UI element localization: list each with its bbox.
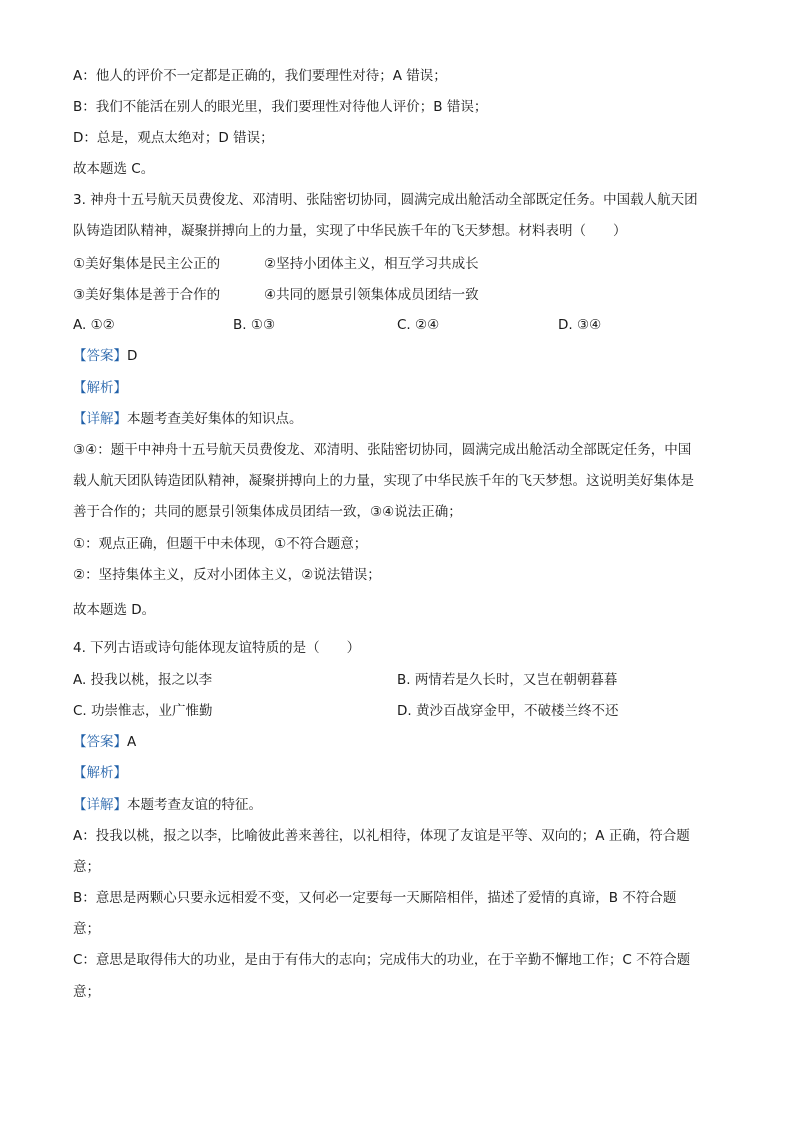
q3-detail-text: 本题考查美好集体的知识点。 (127, 411, 303, 427)
q3-statement-4: ④共同的愿景引领集体成员团结一致 (264, 287, 479, 303)
q3-stem-line-1: 3. 神舟十五号航天员费俊龙、邓清明、张陆密切协同，圆满完成出舱活动全部既定任务。中国载人航天团 (73, 192, 698, 208)
q4-detail-text: 本题考查友谊的特征。 (127, 797, 262, 813)
q2-conclusion: 故本题选 C。 (73, 161, 155, 177)
q3-option-b: B. ①③ (233, 317, 276, 333)
q3-option-a: A. ①② (73, 317, 115, 333)
q3-option-d: D. ③④ (558, 317, 602, 333)
q4-explanation-b-line-2: 意； (73, 921, 100, 937)
q4-answer-label: 【答案】 (73, 734, 127, 750)
q2-option-d-explanation: D：总是，观点太绝对；D 错误； (73, 130, 274, 146)
q4-explanation-c-line-2: 意； (73, 984, 100, 1000)
q4-explanation-b-line-1: B：意思是两颗心只要永远相爱不变，又何必一定要每一天厮陪相伴，描述了爱情的真谛，B 不符合题 (73, 890, 677, 906)
q4-analysis-label (73, 763, 127, 783)
q4-explanation-c-line-1: C：意思是取得伟大的功业，是由于有伟大的志向；完成伟大的功业，在于辛勤不懈地工作；C 不符合题 (73, 952, 691, 968)
q3-answer-label: 【答案】 (73, 348, 127, 364)
q4-option-b: B. 两情若是久长时，又岂在朝朝暮暮 (397, 672, 618, 688)
q3-explanation-line-5: ②：坚持集体主义，反对小团体主义，②说法错误； (73, 567, 381, 583)
q4-option-c: C. 功崇惟志，业广惟勤 (73, 703, 213, 719)
q4-detail-label: 【详解】 (73, 797, 127, 813)
q3-stem-line-2: 队铸造团队精神，凝聚拼搏向上的力量，实现了中华民族千年的飞天梦想。材料表明（ ） (73, 223, 627, 239)
q3-detail (73, 409, 303, 429)
q4-answer (73, 732, 136, 752)
q4-analysis-tag: 【解析】 (73, 765, 127, 781)
q3-conclusion: 故本题选 D。 (73, 602, 156, 618)
q3-explanation-line-4: ①：观点正确，但题干中未体现，①不符合题意； (73, 536, 368, 552)
q3-detail-label: 【详解】 (73, 411, 127, 427)
q4-option-a: A. 投我以桃，报之以李 (73, 672, 213, 688)
q3-explanation-line-3: 善于合作的；共同的愿景引领集体成员团结一致，③④说法正确； (73, 504, 462, 520)
q3-explanation-line-1: ③④：题干中神舟十五号航天员费俊龙、邓清明、张陆密切协同，圆满完成出舱活动全部既定任务，中国 (73, 442, 692, 458)
q3-analysis-tag: 【解析】 (73, 380, 127, 396)
q3-answer (73, 346, 137, 366)
q3-statement-2: ②坚持小团体主义，相互学习共成长 (264, 256, 479, 272)
q4-answer-value: A (127, 734, 137, 750)
q3-explanation-line-2: 载人航天团队铸造团队精神，凝聚拼搏向上的力量，实现了中华民族千年的飞天梦想。这说明美好集体是 (73, 473, 694, 489)
q3-analysis-label (73, 378, 127, 398)
q2-option-a-explanation: A：他人的评价不一定都是正确的，我们要理性对待；A 错误； (73, 68, 447, 84)
q3-statement-3: ③美好集体是善于合作的 (73, 287, 221, 303)
q4-stem: 4. 下列古语或诗句能体现友谊特质的是（ ） (73, 640, 361, 656)
q4-detail (73, 795, 262, 815)
q3-answer-value: D (127, 348, 138, 364)
q2-option-b-explanation: B：我们不能活在别人的眼光里，我们要理性对待他人评价；B 错误； (73, 99, 488, 115)
q4-option-d: D. 黄沙百战穿金甲，不破楼兰终不还 (397, 703, 619, 719)
q4-explanation-a-line-1: A：投我以桃，报之以李，比喻彼此善来善往，以礼相待，体现了友谊是平等、双向的；A 正确，符合题 (73, 828, 690, 844)
q4-explanation-a-line-2: 意； (73, 859, 100, 875)
q3-statement-1: ①美好集体是民主公正的 (73, 256, 221, 272)
q3-option-c: C. ②④ (397, 317, 440, 333)
